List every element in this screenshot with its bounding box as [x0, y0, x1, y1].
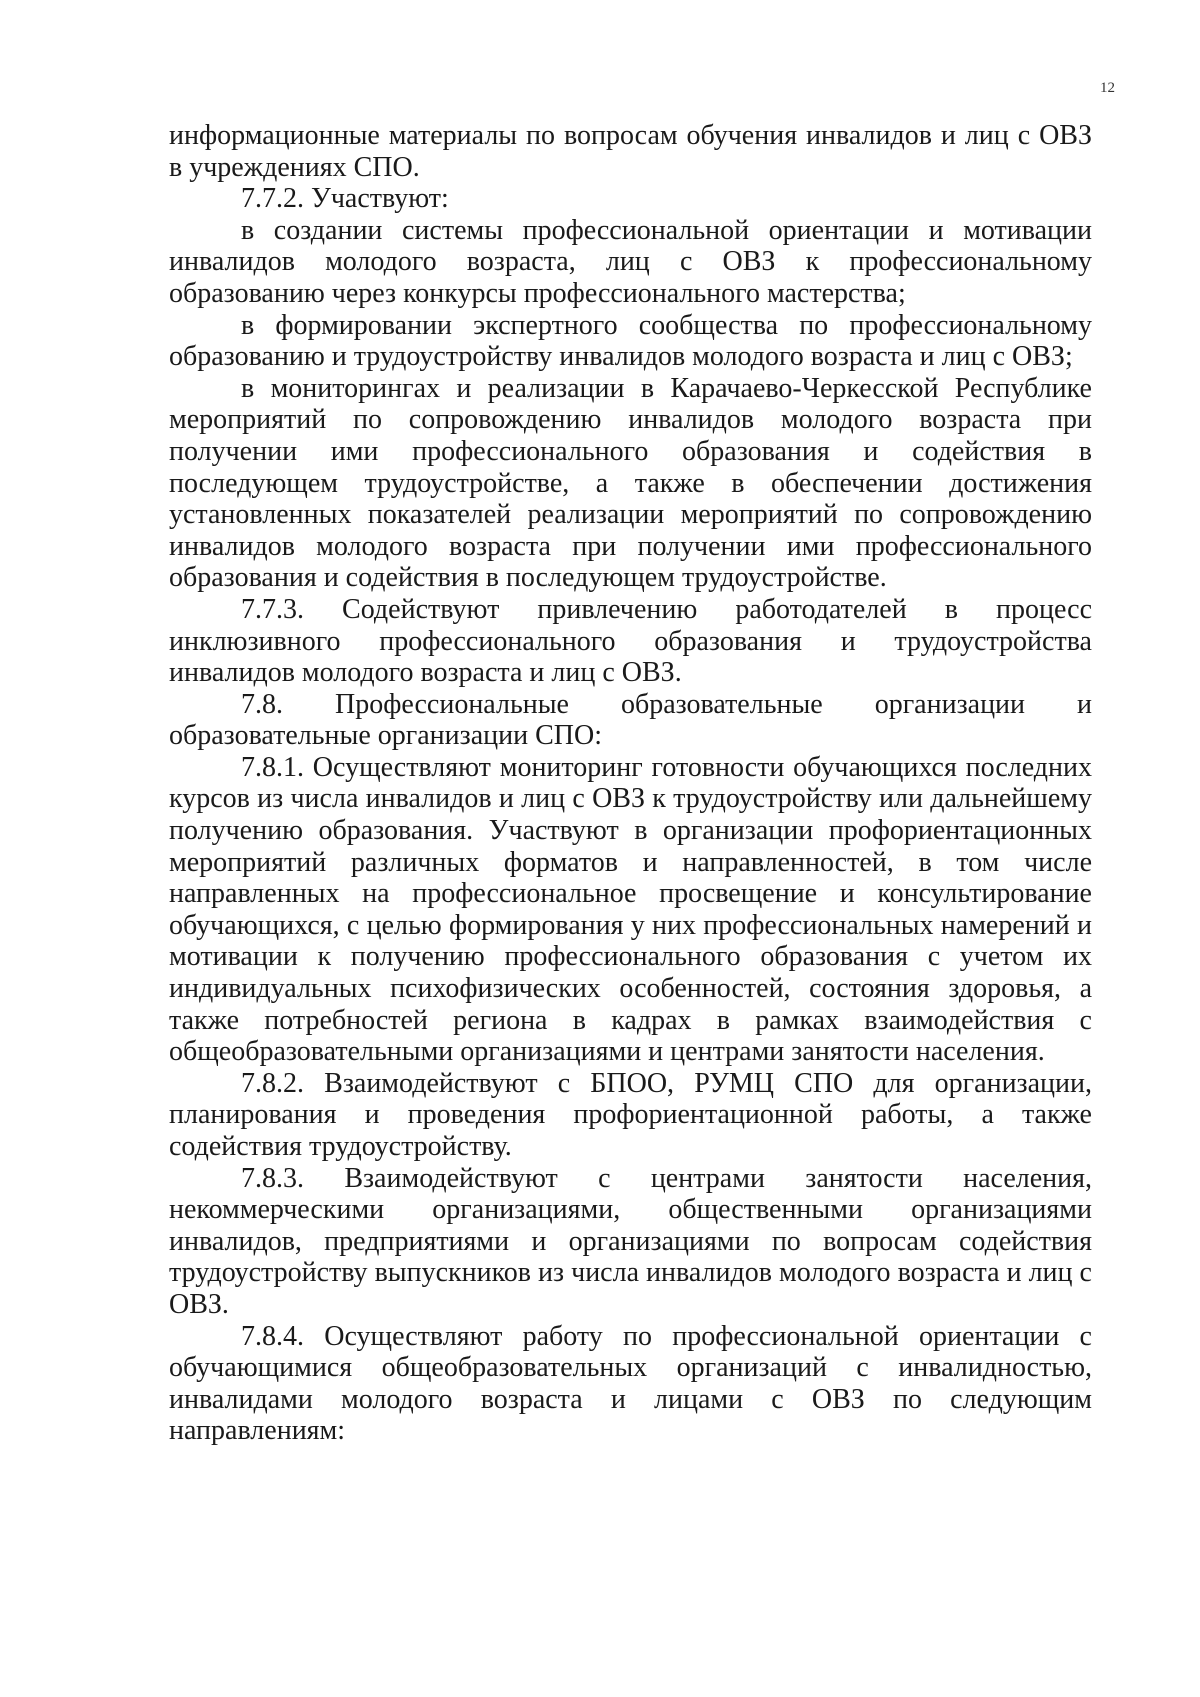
- paragraph: в мониторингах и реализации в Карачаево-Черкесской Республике мероприятий по сопровождению инвалидов молодого возраста при получении ими профессионального образования и содействия в последующем трудоустройстве, а также в обеспечении достижения установленных показателей реализации мероприятий по сопровождению инвалидов молодого возраста при получении ими профессионального образования и содействия в последующем трудоустройстве.: [169, 372, 1092, 594]
- paragraph: 7.8.3. Взаимодействуют с центрами занятости населения, некоммерческими организациями, общественными организациями инвалидов, предприятиями и организациями по вопросам содействия трудоустройству выпускников из числа инвалидов молодого возраста и лиц с ОВЗ.: [169, 1162, 1092, 1320]
- paragraph: в формировании экспертного сообщества по профессиональному образованию и трудоустройству инвалидов молодого возраста и лиц с ОВЗ;: [169, 309, 1092, 373]
- page-number: 12: [1100, 80, 1115, 96]
- paragraph: 7.8.2. Взаимодействуют с БПОО, РУМЦ СПО для организации, планирования и проведения профориентационной работы, а также содействия трудоустройству.: [169, 1067, 1092, 1162]
- paragraph: информационные материалы по вопросам обучения инвалидов и лиц с ОВЗ в учреждениях СПО.: [169, 120, 1092, 183]
- paragraph: 7.7.3. Содействуют привлечению работодателей в процесс инклюзивного профессионального образования и трудоустройства инвалидов молодого возраста и лиц с ОВЗ.: [169, 593, 1092, 689]
- paragraph: в создании системы профессиональной ориентации и мотивации инвалидов молодого возраста, лиц с ОВЗ к профессиональному образованию через конкурсы профессионального мастерства;: [169, 214, 1092, 309]
- paragraph: 7.7.2. Участвуют:: [241, 183, 449, 215]
- paragraph: 7.8. Профессиональные образовательные организации и образовательные организации СПО:: [169, 688, 1092, 752]
- paragraph: 7.8.1. Осуществляют мониторинг готовности обучающихся последних курсов из числа инвалидов и лиц с ОВЗ к трудоустройству или дальнейшему получению образования. Участвуют в организации профориентационных мероприятий различных форматов и направленностей, в том числе направленных на профессиональное просвещение и консультирование обучающихся, с целью формирования у них профессиональных намерений и мотивации к получению профессионального образования с учетом их индивидуальных психофизических особенностей, состояния здоровья, а также потребностей региона в кадрах в рамках взаимодействия с общеобразовательными организациями и центрами занятости населения.: [169, 751, 1092, 1068]
- paragraph: 7.8.4. Осуществляют работу по профессиональной ориентации с обучающимися общеобразовательных организаций с инвалидностью, инвалидами молодого возраста и лицами с ОВЗ по следующим направлениям:: [169, 1320, 1092, 1447]
- document-body: [169, 120, 1092, 1447]
